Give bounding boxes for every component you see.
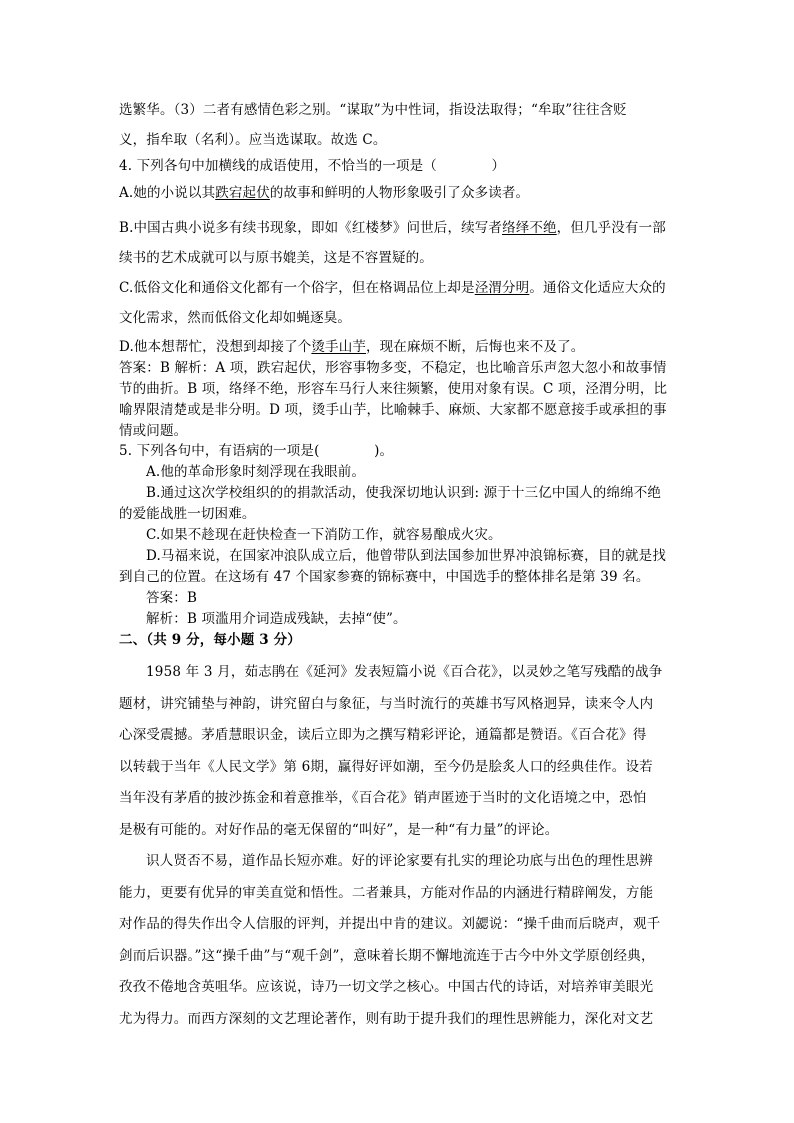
text-line: 剑而后识器。”这“操千曲”与“观千剑”，意味着长期不懈地流连于古今中外文学原创经典， [119,947,655,964]
text-line: 当年没有茅盾的披沙拣金和着意推举，《百合花》销声匿迹于当时的文化语境之中，恐怕 [119,790,647,806]
option-text: D.他本想帮忙，没想到却接了个 [119,339,312,355]
answer-line: 喻界限清楚或是非分明。D 项，烫手山芋，比喻棘手、麻烦、大家都不愿意接手或承担的事 [119,402,667,418]
option-text: A.她的小说以其 [119,185,216,201]
option-d: D.马福来说，在国家冲浪队成立后，他曾带队到法国参加世界冲浪锦标赛，目的就是找 [146,548,666,564]
option-text: 。通俗文化适应大众的 [529,280,666,296]
option-b-cont: 的爱能战胜一切困难。 [119,506,256,522]
section-title: 二、（共 9 分，每小题 3 分） [119,632,301,648]
question-5 [119,441,677,630]
question-4-options [119,213,677,333]
underlined-idiom: 泾渭分明 [474,280,530,296]
text-line: 题材，讲究铺垫与神韵，讲究留白与象征，与当时流行的英雄书写风格迥异，读来令人内 [119,695,654,712]
option-text: B.中国古典小说多有续书现象，即如《红楼梦》问世后，续写者 [119,220,503,236]
answer-line: 节的曲折。B 项，络绎不绝，形容车马行人来往频繁，使用对象有误。C 项，泾渭分明，比 [119,381,668,397]
question-4 [119,153,677,207]
article-paragraph-2 [119,846,677,1035]
text-line: 心深受震撼。茅盾慧眼识金，读后立即为之撰写精彩评论，通篇都是赞语。《百合花》得 [119,727,647,743]
option-d [119,337,677,358]
option-c-cont: 文化需求，然而低俗文化却如蝇逐臭。 [119,310,352,326]
text-line: 孜孜不倦地含英咀华。应该说，诗乃一切文学之核心。中国古代的诗话，对培养审美眼光 [119,979,654,995]
option-text: 的故事和鲜明的人物形象吸引了众多读者。 [269,185,530,201]
text-line: 对作品的得失作出令人信服的评判，并提出中肯的建议。刘勰说：“操千曲而后晓声，观千 [119,916,661,932]
underlined-idiom: 络绎不绝 [502,220,557,236]
answer-line: 答案：B [146,590,198,606]
question-stem: 5. 下列各句中，有语病的一项是( )。 [119,443,394,459]
option-a: A.他的革命形象时刻浮现在我眼前。 [146,464,366,480]
text-line: 以转载于当年《人民文学》第 6期，赢得好评如潮，至今仍是脍炙人口的经典佳作。设若 [119,758,653,775]
article-paragraph-1 [119,657,677,846]
option-d-cont: 到自己的位置。在这场有 47 个国家参赛的锦标赛中，中国选手的整体排名是第 39 名。 [119,569,650,585]
question-4-answer [119,337,677,442]
text-line: 尤为得力。而西方深刻的文艺理论著作，则有助于提升我们的理性思辨能力，深化对文艺 [119,1010,654,1027]
underlined-idiom: 跌宕起伏 [215,185,270,201]
option-b-cont: 续书的艺术成就可以与原书媲美，这是不容置疑的。 [119,250,433,266]
option-text: ，现在麻烦不断，后悔也来不及了。 [366,339,585,355]
text-line: 是极有可能的。对好作品的毫无保留的“叫好”，是一种“有力量”的评论。 [119,821,559,838]
option-text: ，但几乎没有一部 [556,220,666,236]
prev-answer [119,95,677,155]
text-line: 选繁华。（3）二者有感情色彩之别。“谋取”为中性词，指设法取得；“牟取”往往含贬 [119,102,627,118]
text-line: 能力，更要有优异的审美直觉和悟性。二者兼具，方能对作品的内涵进行精辟阐发，方能 [119,884,654,901]
option-b: B.通过这次学校组织的的捐款活动，使我深切地认识到: 源于十三亿中国人的绵绵不绝 [146,485,662,501]
option-c [119,273,677,303]
analysis-line: 解析：B 项滥用介词造成残缺，去掉“使”。 [146,611,407,627]
text-line: 识人贤否不易，道作品长短亦难。好的评论家要有扎实的理论功底与出色的理性思辨 [146,853,653,869]
section-heading [119,626,677,654]
option-c: C.如果不趁现在赶快检查一下消防工作，就容易酿成火灾。 [146,527,502,543]
option-a [119,180,677,207]
option-b [119,213,677,243]
option-text: C.低俗文化和通俗文化都有一个俗字，但在格调品位上却是 [119,280,475,296]
question-stem: 4. 下列各句中加横线的成语使用，不恰当的一项是（ ） [119,158,506,174]
answer-line: 情或问题。 [119,423,188,439]
text-line: 义，指牟取（名利）。应当选谋取。故选 C。 [119,132,387,148]
answer-line: 答案：B 解析：A 项，跌宕起伏，形容事物多变，不稳定，也比喻音乐声忽大忽小和故事情 [119,360,667,376]
text-line: 1958 年 3 月，茹志鹃在《延河》发表短篇小说《百合花》，以灵妙之笔写残酷的战争 [146,664,663,680]
underlined-idiom: 烫手山芋 [311,339,366,355]
